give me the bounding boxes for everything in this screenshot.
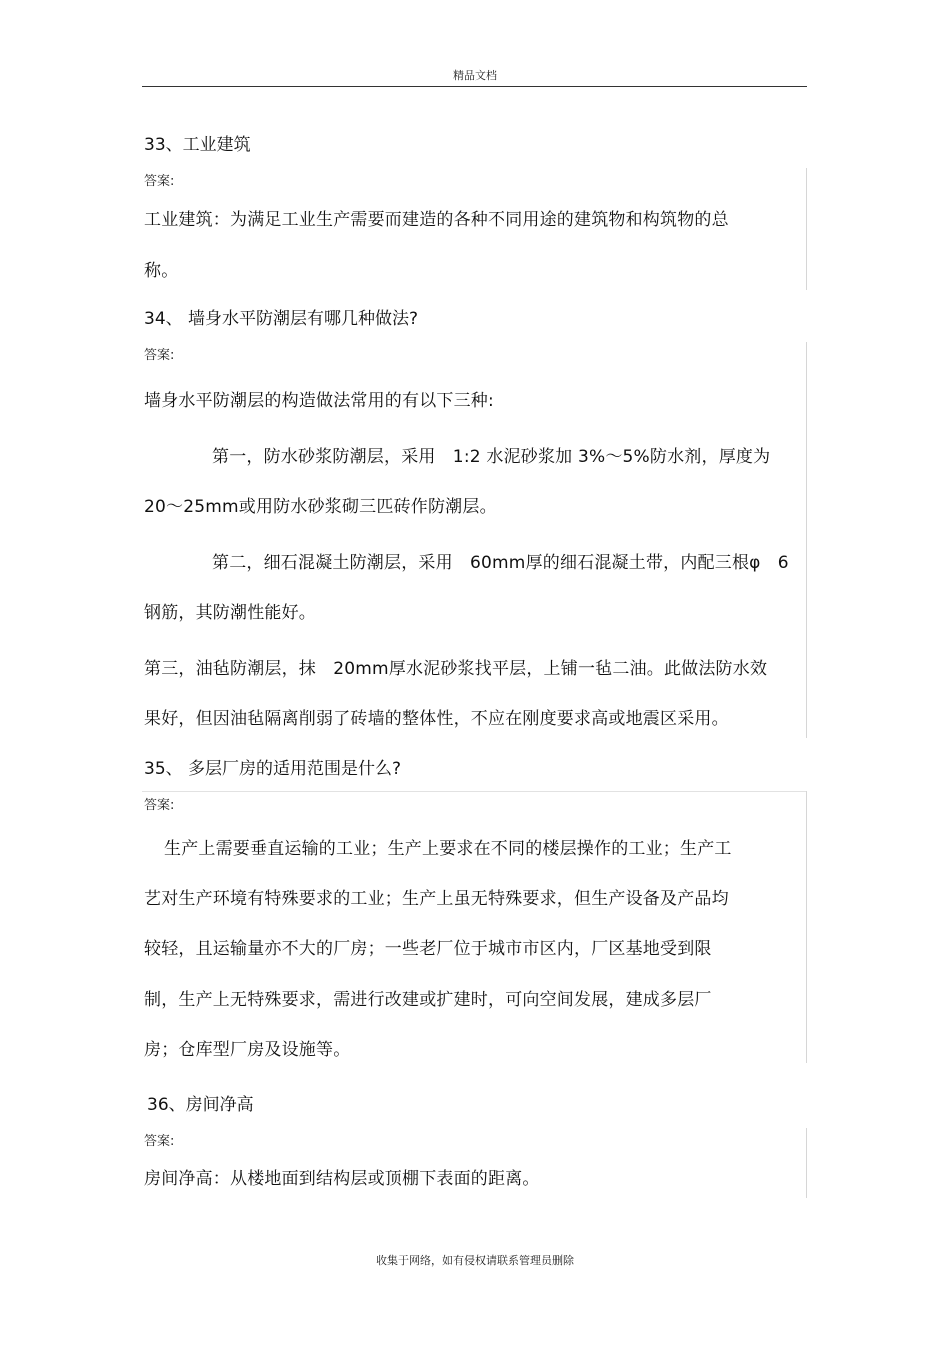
answer-line: 工业建筑：为满足工业生产需要而建造的各种不同用途的建筑物和构筑物的总 (144, 210, 729, 230)
question-title: 34、 墙身水平防潮层有哪几种做法? (144, 309, 419, 329)
question-title: 35、 多层厂房的适用范围是什么? (144, 759, 402, 779)
answer-line: 艺对生产环境有特殊要求的工业；生产上虽无特殊要求，但生产设备及产品均 (144, 889, 729, 909)
answer-label: 答案: (144, 1134, 175, 1149)
answer-line: 钢筋，其防潮性能好。 (144, 603, 316, 623)
answer-line: 称。 (144, 261, 179, 281)
page-header: 精品文档 (453, 69, 497, 82)
q35-answer-border-top (142, 791, 806, 792)
q35-answer-border-right (806, 791, 807, 1063)
answer-line: 20～25mm或用防水砂浆砌三匹砖作防潮层。 (144, 497, 497, 517)
answer-line: 制，生产上无特殊要求，需进行改建或扩建时，可向空间发展，建成多层厂 (144, 990, 712, 1010)
question-title: 36、房间净高 (147, 1095, 254, 1115)
answer-line: 果好，但因油毡隔离削弱了砖墙的整体性，不应在刚度要求高或地震区采用。 (144, 709, 729, 729)
answer-label: 答案: (144, 174, 175, 189)
q33-answer-border-right (806, 168, 807, 290)
answer-line: 第二，细石混凝土防潮层，采用 60mm厚的细石混凝土带，内配三根φ 6 (212, 553, 789, 573)
q34-answer-border-right (806, 342, 807, 738)
answer-label: 答案: (144, 798, 175, 813)
answer-label: 答案: (144, 348, 175, 363)
answer-line: 房；仓库型厂房及设施等。 (144, 1040, 351, 1060)
question-title: 33、工业建筑 (144, 135, 251, 155)
answer-line: 生产上需要垂直运输的工业；生产上要求在不同的楼层操作的工业；生产工 (164, 839, 732, 859)
q36-answer-border-right (806, 1128, 807, 1198)
answer-line: 较轻，且运输量亦不大的厂房；一些老厂位于城市市区内，厂区基地受到限 (144, 939, 712, 959)
page-footer: 收集于网络，如有侵权请联系管理员删除 (376, 1254, 574, 1267)
answer-line: 房间净高：从楼地面到结构层或顶棚下表面的距离。 (144, 1169, 540, 1189)
answer-line: 第三，油毡防潮层，抹 20mm厚水泥砂浆找平层，上铺一毡二油。此做法防水效 (144, 659, 768, 679)
answer-line: 第一，防水砂浆防潮层，采用 1:2 水泥砂浆加 3%～5%防水剂，厚度为 (212, 447, 771, 467)
answer-line: 墙身水平防潮层的构造做法常用的有以下三种: (144, 391, 494, 411)
header-divider (142, 86, 807, 87)
